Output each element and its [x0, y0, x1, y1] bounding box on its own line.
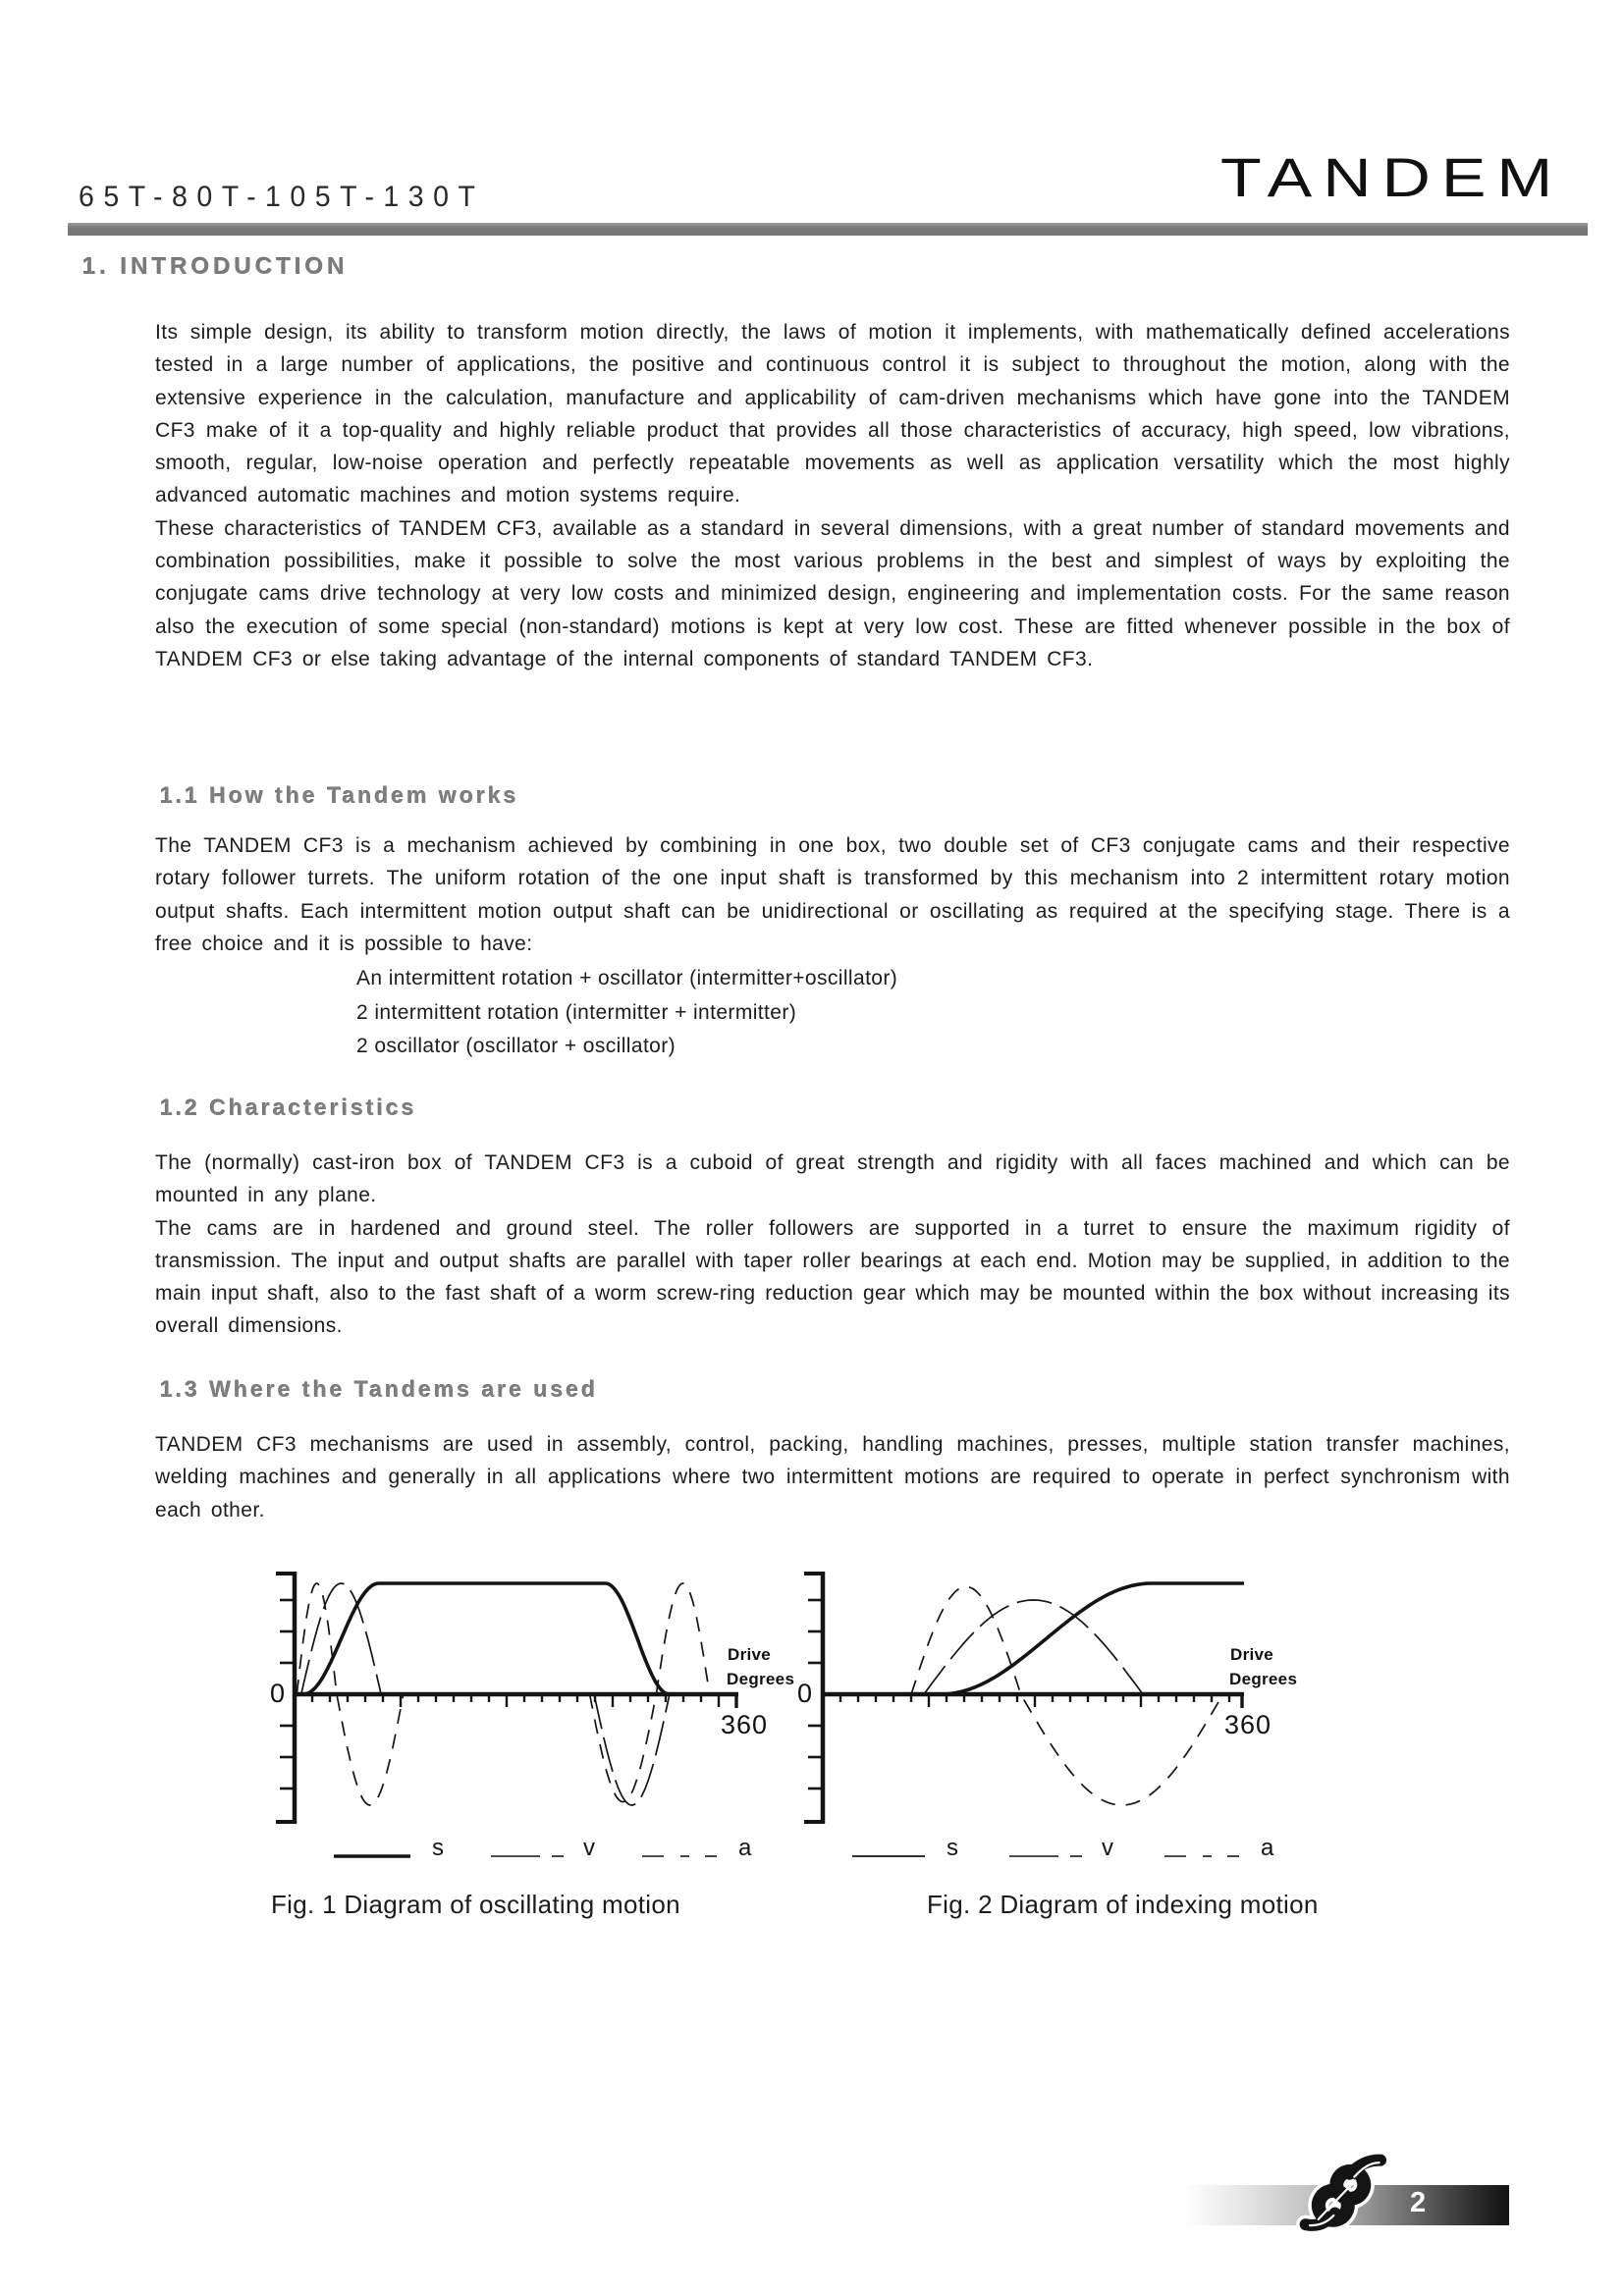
paragraph: Its simple design, its ability to transform motion directly, the laws of motion it implements, with mathematically defined accelerations tested in a large number of applications, the positive and continuous control it is subject to throughout the motion, along with the extensive experience in the calculation, manufacture and applicability of cam-driven mechanisms which have gone into the TANDEM CF3 make of it a top-quality and highly reliable product that provides all those characteristics of accuracy, high speed, low vibrations, smooth, regular, low-noise operation and perfectly repeatable movements as well as application versatility which the most highly advanced automatic machines and motion systems require. [155, 321, 1510, 507]
list-item: An intermittent rotation + oscillator (intermitter+oscillator) [356, 967, 898, 989]
paragraph: The (normally) cast-iron box of TANDEM CF3 is a cuboid of great strength and rigidity with all faces machined and which can be mounted in any plane. [155, 1151, 1510, 1207]
legend-label: v [1102, 1835, 1113, 1861]
legend-item-a [640, 1835, 752, 1869]
fig2-x-end-label: 360 [1224, 1710, 1272, 1739]
introduction-paragraphs [155, 316, 1510, 675]
legend-line-long-dash-icon [489, 1847, 573, 1863]
legend-label: s [947, 1835, 958, 1861]
paragraph: These characteristics of TANDEM CF3, available as a standard in several dimensions, with a great number of standard movements and combination possibilities, make it possible to solve the most various problems in the best and simplest of ways by exploiting the conjugate cams drive technology at very low costs and minimized design, engineering and implementation costs. For the same reason also the execution of some special (non-standard) motions is kept at very low cost. These are fitted whenever possible in the box of TANDEM CF3 or else taking advantage of the internal components of standard TANDEM CF3. [155, 516, 1510, 670]
fig1-caption: Fig. 1 Diagram of oscillating motion [271, 1890, 680, 1919]
how-it-works-paragraph [155, 829, 1510, 960]
legend-item-s [332, 1835, 444, 1869]
legend-label: a [738, 1835, 752, 1861]
model-range-title: 65T-80T-105T-130T [79, 181, 485, 213]
fig1-oscillating-motion-plot [226, 1546, 756, 1841]
legend-line-long-dash-icon [1007, 1847, 1092, 1863]
section-heading-where-used: 1.3 Where the Tandems are used [160, 1376, 599, 1402]
legend-line-solid-thick-icon [332, 1847, 422, 1863]
legend-line-dash-icon [1163, 1847, 1251, 1863]
fig1-axis-unit-line2: Degrees [727, 1670, 795, 1688]
paragraph: TANDEM CF3 mechanisms are used in assembly, control, packing, handling machines, presses, multiple station transfer machines, welding machines and generally in all applications where two intermittent motions are required to operate in perfect synchronism with each other. [155, 1433, 1510, 1522]
configuration-options-list [356, 962, 1240, 1064]
legend-label: s [432, 1835, 444, 1861]
knot-logo-icon [1288, 2152, 1398, 2242]
fig2-axis-unit-line1: Drive [1230, 1645, 1274, 1664]
list-item: 2 oscillator (oscillator + oscillator) [356, 1035, 676, 1057]
where-used-paragraph [155, 1428, 1510, 1526]
legend-label: v [583, 1835, 595, 1861]
fig2-indexing-motion-plot [766, 1546, 1296, 1841]
fig1-x-end-label: 360 [721, 1710, 769, 1739]
fig2-legend [850, 1835, 1274, 1869]
legend-line-solid-thin-icon [850, 1847, 937, 1863]
brand-wordmark: TANDEM [1219, 146, 1563, 208]
paragraph: The TANDEM CF3 is a mechanism achieved by combining in one box, two double set of CF3 conjugate cams and their respective rotary follower turrets. The uniform rotation of the one input shaft is transformed by this mechanism into 2 intermittent rotary motion output shafts. Each intermittent motion output shaft can be unidirectional or oscillating as required at the specifying stage. There is a free choice and it is possible to have: [155, 834, 1510, 955]
section-heading-how-it-works: 1.1 How the Tandem works [160, 782, 519, 808]
legend-item-v [489, 1835, 595, 1869]
characteristics-paragraphs [155, 1147, 1510, 1343]
fig1-legend [332, 1835, 752, 1869]
page-number: 2 [1410, 2187, 1427, 2218]
fig1-y-zero-label: 0 [269, 1679, 285, 1708]
list-item: 2 intermittent rotation (intermitter + intermitter) [356, 1000, 797, 1024]
section-heading-introduction: 1. INTRODUCTION [82, 253, 349, 280]
fig2-y-zero-label: 0 [796, 1679, 812, 1708]
legend-item-s [850, 1835, 958, 1869]
legend-line-dash-icon [640, 1847, 729, 1863]
header-rule-bar [68, 223, 1588, 236]
fig2-axis-unit-line2: Degrees [1229, 1670, 1298, 1688]
section-heading-characteristics: 1.2 Characteristics [160, 1095, 417, 1120]
fig1-axis-unit-line1: Drive [728, 1645, 772, 1664]
fig2-caption: Fig. 2 Diagram of indexing motion [927, 1890, 1319, 1919]
legend-item-v [1007, 1835, 1113, 1869]
paragraph: The cams are in hardened and ground steel. The roller followers are supported in a turret to ensure the maximum rigidity of transmission. The input and output shafts are parallel with taper roller bearings at each end. Motion may be supplied, in addition to the main input shaft, also to the fast shaft of a worm screw-ring reduction gear which may be mounted within the box without increasing its overall dimensions. [155, 1216, 1510, 1338]
legend-label: a [1261, 1835, 1274, 1861]
legend-item-a [1163, 1835, 1274, 1869]
